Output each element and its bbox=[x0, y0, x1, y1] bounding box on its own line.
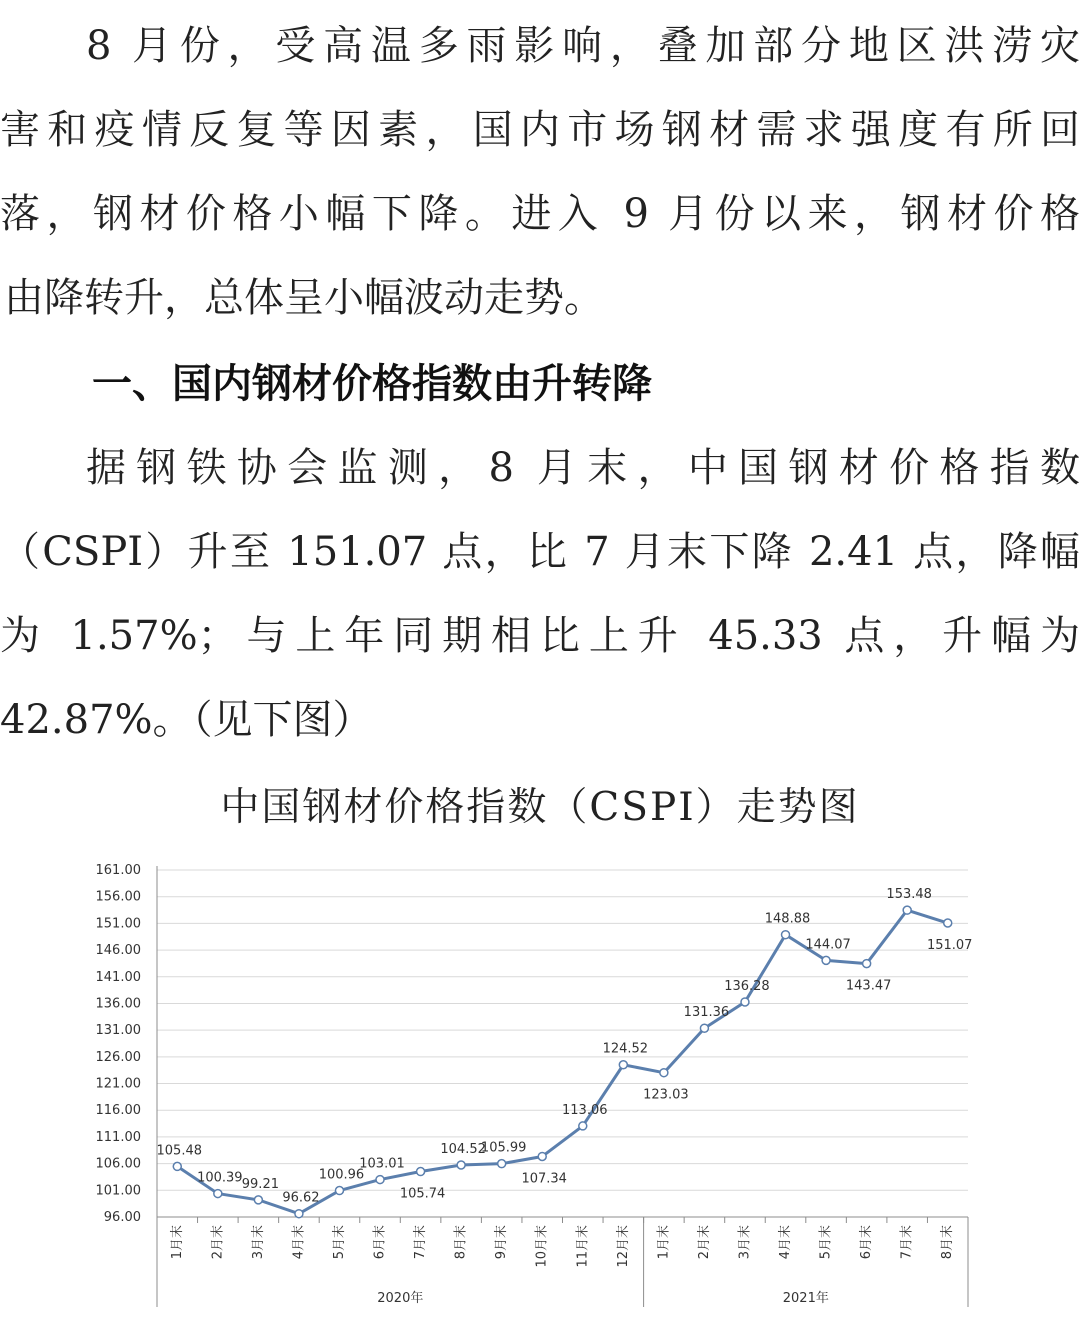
data-label: 107.34 bbox=[521, 1171, 567, 1187]
x-tick-label: 8月末 bbox=[453, 1225, 469, 1260]
y-tick-label: 161.00 bbox=[95, 863, 141, 878]
y-tick-label: 136.00 bbox=[95, 996, 141, 1012]
y-tick-label: 106.00 bbox=[95, 1156, 141, 1172]
paragraph-2-line-1: 据钢铁协会监测，8 月末，中国钢材价格指数 bbox=[86, 445, 1080, 491]
x-tick-label: 4月末 bbox=[291, 1225, 307, 1260]
data-point bbox=[700, 1024, 708, 1032]
y-tick-label: 111.00 bbox=[95, 1129, 141, 1145]
paragraph-2-line-3: 为 1.57%；与上年同期相比上升 45.33 点，升幅为 bbox=[0, 613, 1080, 659]
data-label: 153.48 bbox=[886, 887, 932, 903]
section-heading: 一、国内钢材价格指数由升转降 bbox=[92, 361, 652, 407]
data-label: 113.06 bbox=[562, 1102, 608, 1118]
data-point bbox=[863, 960, 871, 968]
data-label: 148.88 bbox=[764, 911, 811, 927]
data-label: 136.28 bbox=[724, 978, 770, 994]
data-point bbox=[619, 1061, 627, 1069]
paragraph-2-line-2: （CSPI）升至 151.07 点，比 7 月末下降 2.41 点，降幅 bbox=[0, 529, 1080, 575]
data-label: 105.74 bbox=[399, 1186, 446, 1202]
x-tick-label: 10月末 bbox=[534, 1225, 550, 1268]
paragraph-1-line-2: 害和疫情反复等因素，国内市场钢材需求强度有所回 bbox=[0, 107, 1080, 153]
x-tick-label: 2月末 bbox=[210, 1225, 226, 1260]
data-point bbox=[498, 1160, 506, 1168]
data-point bbox=[254, 1196, 262, 1204]
y-tick-label: 156.00 bbox=[95, 889, 141, 905]
data-point bbox=[579, 1122, 587, 1130]
data-point bbox=[741, 998, 749, 1006]
x-tick-label: 4月末 bbox=[778, 1225, 794, 1260]
data-point bbox=[173, 1162, 181, 1170]
data-point bbox=[660, 1069, 668, 1077]
data-label: 99.21 bbox=[241, 1176, 279, 1192]
y-tick-label: 131.00 bbox=[95, 1023, 141, 1039]
data-label: 151.07 bbox=[926, 938, 973, 954]
data-point bbox=[822, 956, 830, 964]
data-label: 105.99 bbox=[480, 1140, 527, 1156]
x-tick-label: 1月末 bbox=[656, 1225, 672, 1260]
group-label: 2020年 bbox=[377, 1291, 424, 1306]
x-tick-label: 1月末 bbox=[169, 1225, 185, 1260]
data-point bbox=[214, 1190, 222, 1198]
data-label: 100.96 bbox=[318, 1167, 365, 1183]
x-tick-label: 7月末 bbox=[413, 1225, 429, 1260]
x-tick-label: 8月末 bbox=[940, 1225, 956, 1260]
group-label: 2021年 bbox=[782, 1291, 829, 1306]
data-label: 144.07 bbox=[805, 937, 851, 953]
data-point bbox=[903, 906, 911, 914]
data-label: 100.39 bbox=[197, 1170, 243, 1186]
y-tick-label: 96.00 bbox=[103, 1210, 141, 1225]
data-point bbox=[538, 1152, 546, 1160]
data-point bbox=[782, 931, 790, 939]
data-point bbox=[376, 1176, 384, 1184]
x-tick-label: 6月末 bbox=[372, 1225, 388, 1260]
x-tick-label: 2月末 bbox=[696, 1225, 712, 1260]
paragraph-1-line-4: 由降转升，总体呈小幅波动走势。 bbox=[4, 275, 604, 321]
paragraph-2-line-4: 42.87%。（见下图） bbox=[0, 697, 373, 743]
x-tick-label: 11月末 bbox=[575, 1225, 591, 1268]
data-label: 103.01 bbox=[359, 1156, 405, 1172]
y-tick-label: 141.00 bbox=[95, 969, 141, 985]
cspi-line-chart bbox=[0, 846, 1080, 1326]
y-tick-label: 151.00 bbox=[95, 916, 141, 932]
data-label: 96.62 bbox=[282, 1190, 320, 1206]
data-point bbox=[417, 1168, 425, 1176]
y-tick-label: 146.00 bbox=[95, 943, 141, 959]
data-label: 124.52 bbox=[602, 1041, 649, 1057]
data-label: 104.52 bbox=[440, 1142, 486, 1158]
x-tick-label: 3月末 bbox=[737, 1225, 753, 1260]
data-label: 105.48 bbox=[156, 1143, 203, 1159]
y-tick-label: 121.00 bbox=[95, 1076, 141, 1092]
y-tick-label: 126.00 bbox=[95, 1049, 141, 1065]
x-tick-label: 5月末 bbox=[818, 1225, 834, 1260]
data-point bbox=[457, 1161, 465, 1169]
y-tick-label: 116.00 bbox=[95, 1103, 141, 1119]
chart-title: 中国钢材价格指数（CSPI）走势图 bbox=[220, 785, 860, 830]
data-point bbox=[295, 1210, 303, 1218]
x-tick-label: 5月末 bbox=[331, 1225, 347, 1260]
series-line bbox=[177, 910, 947, 1214]
x-tick-label: 6月末 bbox=[859, 1225, 875, 1260]
x-tick-label: 9月末 bbox=[494, 1225, 510, 1260]
y-tick-label: 101.00 bbox=[95, 1183, 141, 1199]
paragraph-1-line-1: 8 月份，受高温多雨影响，叠加部分地区洪涝灾 bbox=[86, 23, 1080, 69]
data-point bbox=[944, 919, 952, 927]
paragraph-1-line-3: 落，钢材价格小幅下降。进入 9 月份以来，钢材价格 bbox=[0, 191, 1080, 237]
data-label: 143.47 bbox=[845, 978, 892, 994]
data-point bbox=[335, 1187, 343, 1195]
x-tick-label: 3月末 bbox=[250, 1225, 266, 1260]
x-tick-label: 7月末 bbox=[899, 1225, 915, 1260]
data-label: 123.03 bbox=[643, 1087, 689, 1103]
x-tick-label: 12月末 bbox=[615, 1225, 631, 1268]
data-label: 131.36 bbox=[683, 1005, 730, 1021]
